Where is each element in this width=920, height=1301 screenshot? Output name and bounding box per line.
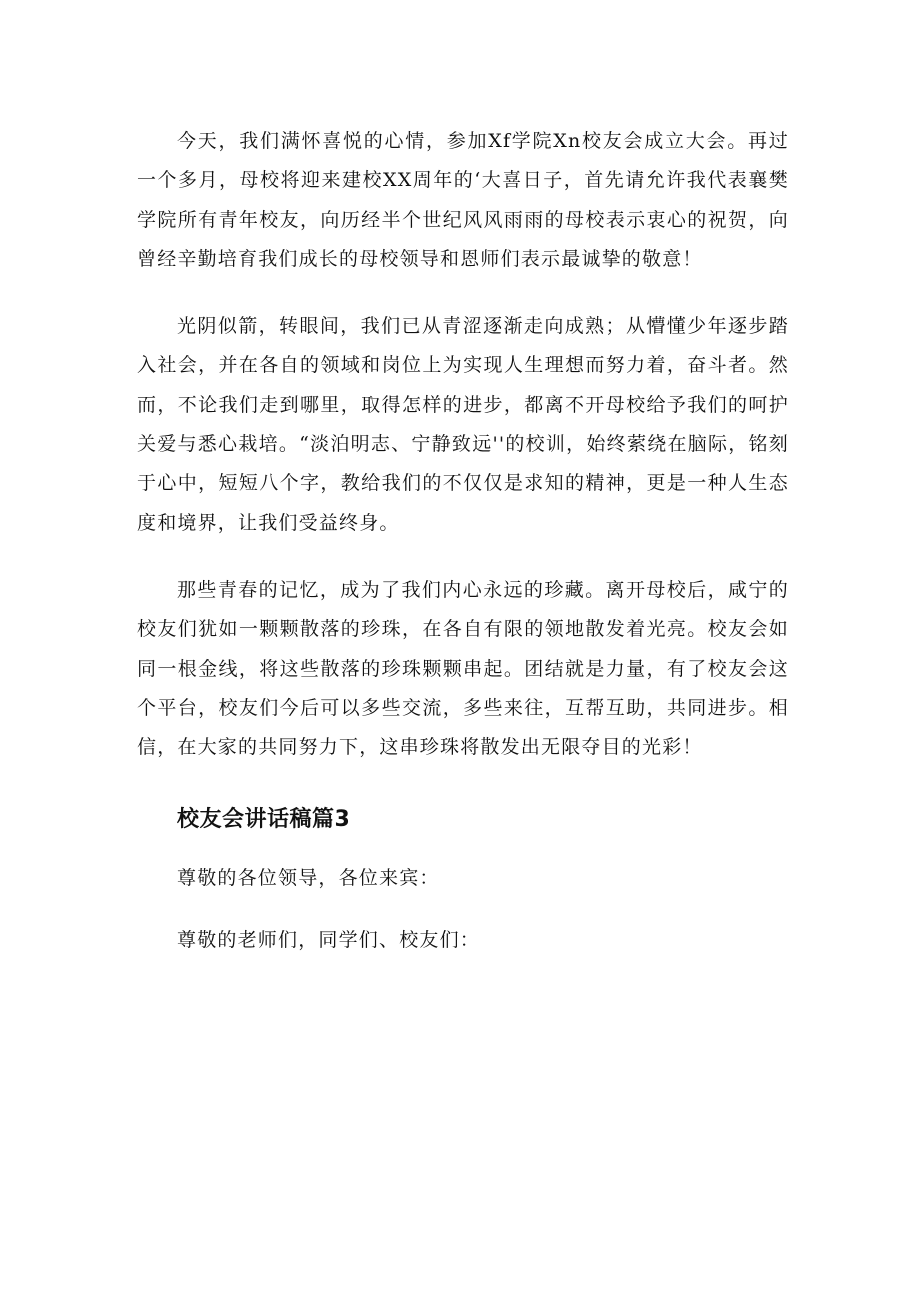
greeting-line-2: 尊敬的老师们，同学们、校友们： bbox=[177, 929, 481, 952]
paragraph-1: 今天，我们满怀喜悦的心情，参加Xf学院Xn校友会成立大会。再过一个多月，母校将迎来建校XX周年的‘大喜日子，首先请允许我代表襄樊学院所有青年校友，向历经半个世纪风风雨雨的母校表示衷心的祝贺，向曾经辛勤培育我们成长的母校领导和恩师们表示最诚挚的敬意！ bbox=[137, 130, 789, 270]
paragraph-2: 光阴似箭，转眼间，我们已从青涩逐渐走向成熟；从懵懂少年逐步踏入社会，并在各自的领域和岗位上为实现人生理想而努力着，奋斗者。然而，不论我们走到哪里，取得怎样的进步，都离不开母校给予我们的呵护关爱与悉心栽培。“淡泊明志、宁静致远''的校训，始终萦绕在脑际，铭刻于心中，短短八个字，教给我们的不仅仅是求知的精神，更是一种人生态度和境界，让我们受益终身。 bbox=[137, 315, 789, 534]
greeting-line-1: 尊敬的各位领导，各位来宾： bbox=[177, 867, 440, 890]
paragraph-3: 那些青春的记忆，成为了我们内心永远的珍藏。离开母校后，咸宁的校友们犹如一颗颗散落的珍珠，在各自有限的领地散发着光亮。校友会如同一根金线，将这些散落的珍珠颗颗串起。团结就是力量，有了校友会这个平台，校友们今后可以多些交流，多些来往，互帮互助，共同进步。相信，在大家的共同努力下，这串珍珠将散发出无限夺目的光彩！ bbox=[137, 578, 789, 759]
section-heading: 校友会讲话稿篇3 bbox=[177, 807, 351, 833]
document-body bbox=[137, 122, 789, 955]
